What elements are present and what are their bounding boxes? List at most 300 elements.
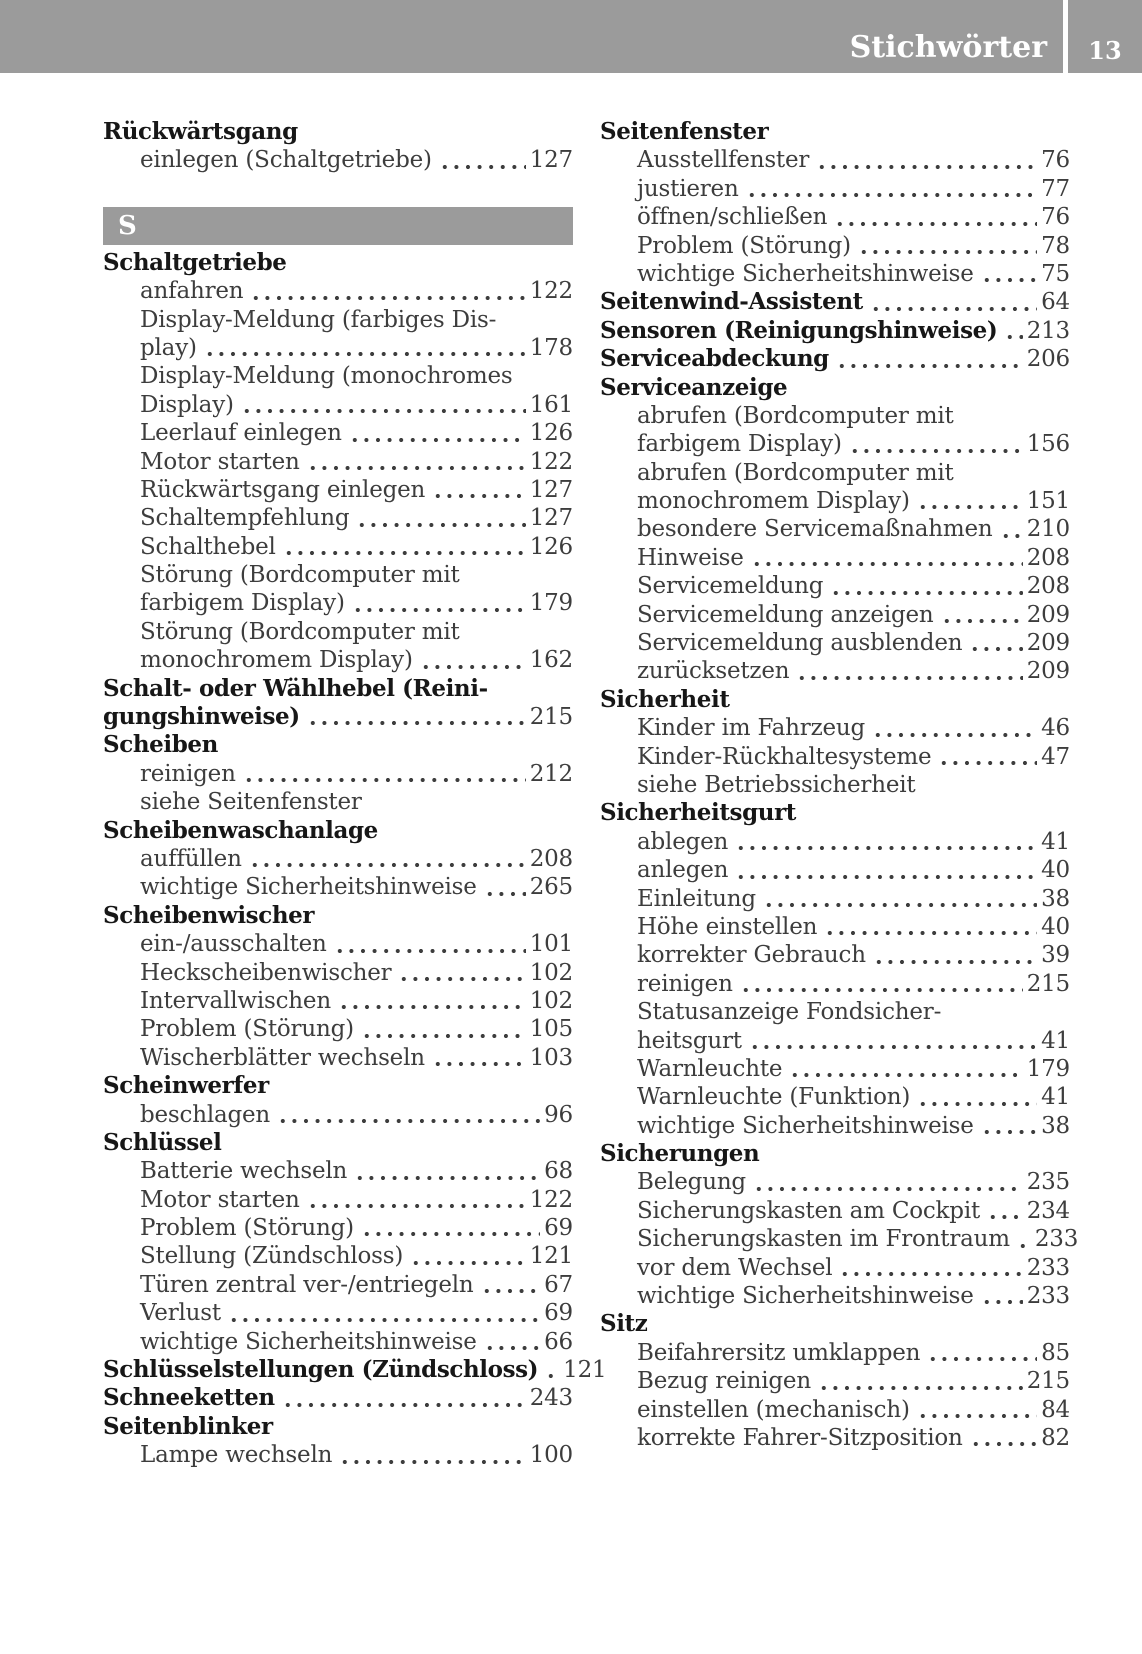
page-number-box	[1068, 0, 1142, 73]
dot-leader	[228, 1299, 540, 1327]
dot-leader	[307, 448, 526, 476]
entry-label: Schlüsselstellungen (Zündschloss)	[103, 1356, 539, 1384]
index-entry-line	[103, 987, 573, 1015]
page-ref: 161	[529, 391, 573, 418]
page-title: Stichwörter	[849, 30, 1047, 65]
entry-label: Rückwärtsgang einlegen	[140, 476, 426, 503]
entry-label: beschlagen	[140, 1101, 271, 1128]
index-heading-line	[103, 675, 573, 703]
dot-leader	[354, 1157, 540, 1185]
index-heading-line	[600, 686, 1070, 714]
page-ref: 126	[529, 533, 573, 560]
index-entry-line	[600, 629, 1070, 657]
index-heading-line	[600, 288, 1070, 316]
index-entry-line	[103, 561, 573, 589]
entry-label: wichtige Sicherheitshinweise	[637, 1112, 974, 1139]
page-ref: 84	[1041, 1396, 1070, 1423]
page-ref: 64	[1041, 289, 1070, 316]
header-bar	[0, 0, 1063, 73]
entry-label: Display-Meldung (farbiges Dis-	[140, 306, 497, 333]
page-ref: 38	[1041, 1112, 1070, 1139]
dot-leader	[740, 970, 1023, 998]
page-ref: 101	[529, 931, 573, 958]
entry-label: Ausstellfenster	[637, 147, 810, 174]
index-section-letter-bar: S	[103, 207, 573, 245]
dot-leader	[834, 203, 1037, 231]
entry-label: wichtige Sicherheitshinweise	[637, 1283, 974, 1310]
index-entry-line	[600, 856, 1070, 884]
dot-leader	[981, 1112, 1037, 1140]
dot-leader	[545, 1356, 559, 1384]
page-ref: 162	[529, 647, 573, 674]
dot-leader	[749, 1027, 1037, 1055]
dot-leader	[969, 629, 1022, 657]
page-ref: 179	[529, 590, 573, 617]
entry-label: Problem (Störung)	[140, 1215, 354, 1242]
page-ref: 39	[1041, 942, 1070, 969]
dot-leader	[249, 845, 526, 873]
index-entry-line	[600, 260, 1070, 288]
page-ref: 46	[1041, 715, 1070, 742]
index-entry-line	[600, 1424, 1070, 1452]
dot-leader	[484, 1328, 540, 1356]
dot-leader	[987, 1197, 1023, 1225]
page-ref: 234	[1026, 1197, 1070, 1224]
dot-leader	[753, 1168, 1023, 1196]
index-entry-line	[600, 1112, 1070, 1140]
entry-label: Display-Meldung (monochromes	[140, 363, 513, 390]
entry-label: ein-/ausschalten	[140, 931, 327, 958]
page-ref: 209	[1026, 658, 1070, 685]
dot-leader	[439, 146, 526, 174]
dot-leader	[735, 856, 1037, 884]
dot-leader	[481, 1271, 541, 1299]
dot-leader	[751, 544, 1023, 572]
index-entry-line	[103, 146, 573, 174]
index-heading-line	[103, 118, 573, 146]
entry-label: vor dem Wechsel	[637, 1254, 833, 1281]
index-heading-line	[103, 817, 573, 845]
page-ref: 40	[1041, 913, 1070, 940]
index-entry-line	[103, 277, 573, 305]
index-column-right	[600, 118, 1079, 1452]
entry-label: einlegen (Schaltgetriebe)	[140, 147, 432, 174]
entry-label: korrekte Fahrer-Sitzposition	[637, 1424, 963, 1451]
index-entry-line	[600, 601, 1070, 629]
page-ref: 76	[1041, 147, 1070, 174]
entry-label: Schalt- oder Wählhebel (Reini-	[103, 674, 488, 702]
entry-label: ablegen	[637, 828, 729, 855]
index-entry-line	[600, 771, 1070, 799]
index-heading-line	[103, 1413, 573, 1441]
dot-leader	[858, 232, 1037, 260]
dot-leader	[816, 146, 1037, 174]
page-ref: 121	[563, 1357, 607, 1384]
index-entry-line	[103, 618, 573, 646]
index-entry-line	[600, 1282, 1070, 1310]
entry-label: Servicemeldung ausblenden	[637, 630, 963, 657]
entry-label: Kinder-Rückhaltesysteme	[637, 743, 932, 770]
page-ref: 208	[1026, 544, 1070, 571]
entry-label: Türen zentral ver-/entriegeln	[140, 1271, 474, 1298]
index-entry-line	[600, 146, 1070, 174]
dot-leader	[981, 260, 1037, 288]
entry-label: farbigem Display)	[637, 431, 842, 458]
index-entry-line	[600, 828, 1070, 856]
page-ref: 76	[1041, 204, 1070, 231]
index-entry-line	[103, 334, 573, 362]
index-entry-line	[103, 419, 573, 447]
index-entry-line	[600, 714, 1070, 742]
entry-label: Scheinwerfer	[103, 1072, 269, 1100]
index-entry-line	[103, 1242, 573, 1270]
dot-leader	[927, 1339, 1037, 1367]
index-entry-line	[600, 743, 1070, 771]
page-ref: 66	[544, 1328, 573, 1355]
entry-label: besondere Servicemaßnahmen	[637, 516, 993, 543]
page-ref: 69	[544, 1300, 573, 1327]
index-entry-line	[600, 885, 1070, 913]
entry-label: Servicemeldung	[637, 573, 824, 600]
entry-label: Seitenwind-Assistent	[600, 288, 863, 316]
index-heading-line	[103, 249, 573, 277]
page-ref: 105	[529, 1016, 573, 1043]
index-entry-line	[103, 1271, 573, 1299]
index-entry-line	[103, 1044, 573, 1072]
page-ref: 40	[1041, 857, 1070, 884]
index-entry-line	[103, 1101, 573, 1129]
dot-leader	[830, 572, 1022, 600]
entry-label: zurücksetzen	[637, 658, 790, 685]
dot-leader	[1000, 515, 1023, 543]
index-entry-line	[103, 760, 573, 788]
dot-leader	[356, 504, 525, 532]
dot-leader	[283, 533, 526, 561]
page-ref: 209	[1026, 630, 1070, 657]
entry-label: Hinweise	[637, 544, 744, 571]
entry-label: Intervallwischen	[140, 987, 331, 1014]
dot-leader	[872, 714, 1037, 742]
entry-label: wichtige Sicherheitshinweise	[140, 874, 477, 901]
dot-leader	[917, 1396, 1037, 1424]
page-ref: 208	[1026, 573, 1070, 600]
entry-label: wichtige Sicherheitshinweise	[140, 1328, 477, 1355]
dot-leader	[361, 1214, 540, 1242]
index-entry-line	[600, 572, 1070, 600]
index-entry-line	[600, 657, 1070, 685]
dot-leader	[241, 391, 526, 419]
index-heading-line	[103, 902, 573, 930]
page-ref: 215	[1026, 1368, 1070, 1395]
dot-leader	[917, 487, 1023, 515]
entry-label: Serviceabdeckung	[600, 345, 829, 373]
entry-label: Beifahrersitz umklappen	[637, 1339, 921, 1366]
index-entry-line	[600, 1197, 1070, 1225]
index-entry-line	[103, 788, 573, 816]
entry-label: Schlüssel	[103, 1128, 222, 1156]
page-ref: 78	[1041, 232, 1070, 259]
dot-leader	[1004, 317, 1022, 345]
index-entry-line	[103, 533, 573, 561]
index-entry-line	[600, 1254, 1070, 1282]
index-entry-line	[103, 1214, 573, 1242]
page-ref: 127	[529, 476, 573, 503]
index-heading-line	[600, 345, 1070, 373]
entry-label: Heckscheibenwischer	[140, 959, 392, 986]
dot-leader	[484, 873, 526, 901]
dot-leader	[277, 1101, 540, 1129]
entry-label: reinigen	[140, 760, 236, 787]
entry-label: justieren	[637, 175, 739, 202]
entry-label: Scheiben	[103, 731, 218, 759]
index-entry-line	[103, 362, 573, 390]
index-entry-line	[103, 448, 573, 476]
dot-leader	[432, 1044, 526, 1072]
index-entry-line	[103, 1328, 573, 1356]
dot-leader	[735, 828, 1037, 856]
dot-leader	[789, 1055, 1022, 1083]
entry-label: Sicherungen	[600, 1140, 760, 1168]
page-ref: 38	[1041, 885, 1070, 912]
entry-label: siehe Betriebssicherheit	[637, 771, 916, 798]
index-heading-line	[600, 1140, 1070, 1168]
page-ref: 215	[529, 704, 573, 731]
index-entry-line	[103, 930, 573, 958]
page-ref: 41	[1041, 1027, 1070, 1054]
page-ref: 233	[1026, 1254, 1070, 1281]
index-entry-line	[600, 232, 1070, 260]
index-heading-line	[103, 731, 573, 759]
dot-leader	[250, 277, 525, 305]
entry-label: Verlust	[140, 1300, 221, 1327]
index-entry-line	[600, 515, 1070, 543]
index-heading-line	[600, 1310, 1070, 1338]
entry-label: Bezug reinigen	[637, 1368, 811, 1395]
index-entry-line	[103, 589, 573, 617]
index-entry-line	[103, 1157, 573, 1185]
entry-label: Belegung	[637, 1169, 746, 1196]
index-entry-line	[600, 544, 1070, 572]
index-heading-line	[103, 1356, 607, 1384]
dot-leader	[398, 959, 525, 987]
dot-leader	[981, 1282, 1023, 1310]
index-entry-line	[600, 1396, 1070, 1424]
page-ref: 41	[1041, 828, 1070, 855]
entry-label: Statusanzeige Fondsicher-	[637, 999, 942, 1026]
page-ref: 75	[1041, 260, 1070, 287]
dot-leader	[307, 703, 526, 731]
page-ref: 41	[1041, 1084, 1070, 1111]
page-ref: 96	[544, 1101, 573, 1128]
page-header	[0, 0, 1142, 73]
dot-leader	[917, 1083, 1037, 1111]
index-entry-line	[600, 998, 1070, 1026]
entry-label: Batterie wechseln	[140, 1158, 348, 1185]
entry-label: play)	[140, 334, 197, 361]
page-ref: 215	[1026, 970, 1070, 997]
dot-leader	[796, 657, 1022, 685]
index-heading-line	[600, 317, 1070, 345]
entry-label: Kinder im Fahrzeug	[637, 715, 866, 742]
page-ref: 212	[529, 760, 573, 787]
page-ref: 100	[529, 1442, 573, 1469]
page-ref: 265	[529, 874, 573, 901]
entry-label: Sensoren (Reinigungshinweise)	[600, 316, 998, 344]
entry-label: Seitenfenster	[600, 118, 769, 145]
dot-leader	[338, 987, 526, 1015]
index-entry-line	[103, 959, 573, 987]
dot-leader	[836, 345, 1023, 373]
page-ref: 151	[1026, 488, 1070, 515]
entry-label: Scheibenwischer	[103, 901, 315, 929]
entry-label: Leerlauf einlegen	[140, 420, 342, 447]
entry-label: reinigen	[637, 970, 733, 997]
entry-label: Display)	[140, 391, 234, 418]
index-heading-line	[600, 118, 1070, 146]
index-entry-line	[600, 1367, 1070, 1395]
page-ref: 210	[1026, 516, 1070, 543]
page-ref: 85	[1041, 1339, 1070, 1366]
entry-label: Schneeketten	[103, 1384, 275, 1412]
index-entry-line	[600, 487, 1070, 515]
entry-label: gungshinweise)	[103, 703, 300, 731]
index-heading-line	[103, 1384, 573, 1412]
entry-label: Sicherheitsgurt	[600, 799, 797, 827]
page-ref: 68	[544, 1158, 573, 1185]
page-ref: 47	[1041, 743, 1070, 770]
entry-label: Motor starten	[140, 448, 300, 475]
entry-label: Rückwärtsgang	[103, 118, 298, 145]
dot-leader	[839, 1254, 1022, 1282]
dot-leader	[282, 1384, 526, 1412]
index-column-left	[103, 118, 607, 1470]
page-ref: 82	[1041, 1424, 1070, 1451]
index-entry-line	[600, 1027, 1070, 1055]
entry-label: monochromem Display)	[637, 488, 910, 515]
entry-label: Schaltempfehlung	[140, 505, 350, 532]
dot-leader	[339, 1441, 525, 1469]
index-entry-line	[600, 402, 1070, 430]
page-ref: 209	[1026, 601, 1070, 628]
index-entry-line	[600, 1083, 1070, 1111]
dot-leader	[243, 760, 526, 788]
entry-label: abrufen (Bordcomputer mit	[637, 459, 954, 486]
page-ref: 127	[529, 147, 573, 174]
page-ref: 243	[529, 1385, 573, 1412]
page-ref: 67	[544, 1271, 573, 1298]
index-entry-line	[103, 1186, 573, 1214]
page-number: 13	[1088, 36, 1122, 65]
page-ref: 102	[529, 987, 573, 1014]
index-entry-line	[600, 175, 1070, 203]
entry-label: Scheibenwaschanlage	[103, 816, 378, 844]
index-entry-line	[600, 459, 1070, 487]
index-entry-line	[600, 1168, 1070, 1196]
index-heading-line	[103, 1129, 573, 1157]
entry-label: korrekter Gebrauch	[637, 942, 866, 969]
index-entry-line	[103, 1441, 573, 1469]
dot-leader	[938, 743, 1037, 771]
entry-label: anfahren	[140, 278, 244, 305]
dot-leader	[763, 885, 1037, 913]
index-entry-line	[103, 1015, 573, 1043]
dot-leader	[334, 930, 526, 958]
dot-leader	[1017, 1225, 1031, 1253]
dot-leader	[204, 334, 526, 362]
entry-label: heitsgurt	[637, 1027, 742, 1054]
dot-leader	[361, 1015, 526, 1043]
dot-leader	[746, 175, 1038, 203]
index-entry-line	[103, 873, 573, 901]
page-ref: 102	[529, 959, 573, 986]
index-entry-line	[103, 504, 573, 532]
page-ref: 69	[544, 1215, 573, 1242]
page-ref: 213	[1026, 317, 1070, 344]
dot-leader	[941, 601, 1023, 629]
entry-label: Sicherheit	[600, 685, 730, 713]
dot-leader	[818, 1367, 1023, 1395]
dot-leader	[432, 476, 526, 504]
dot-leader	[349, 419, 526, 447]
index-entry-line	[600, 430, 1070, 458]
entry-label: Sitz	[600, 1310, 648, 1338]
entry-label: Problem (Störung)	[140, 1016, 354, 1043]
index-entry-line	[600, 1225, 1079, 1253]
page-ref: 233	[1034, 1226, 1079, 1253]
index-heading-line	[103, 1072, 573, 1100]
index-entry-line	[600, 203, 1070, 231]
entry-label: Störung (Bordcomputer mit	[140, 562, 460, 589]
index-entry-line	[600, 970, 1070, 998]
entry-label: Servicemeldung anzeigen	[637, 601, 934, 628]
index-entry-line	[600, 1055, 1070, 1083]
dot-leader	[824, 913, 1037, 941]
entry-label: anlegen	[637, 857, 729, 884]
dot-leader	[307, 1186, 526, 1214]
entry-label: Störung (Bordcomputer mit	[140, 618, 460, 645]
page-ref: 122	[529, 1186, 573, 1213]
page-ref: 178	[529, 334, 573, 361]
entry-label: Stellung (Zündschloss)	[140, 1243, 404, 1270]
index-heading-line	[600, 799, 1070, 827]
entry-label: Schalthebel	[140, 533, 276, 560]
dot-leader	[420, 646, 526, 674]
entry-label: monochromem Display)	[140, 647, 413, 674]
page-ref: 122	[529, 448, 573, 475]
page-ref: 208	[529, 845, 573, 872]
dot-leader	[849, 430, 1023, 458]
index-entry-line	[103, 845, 573, 873]
entry-label: einstellen (mechanisch)	[637, 1396, 910, 1423]
dot-leader	[410, 1242, 526, 1270]
entry-label: Warnleuchte	[637, 1055, 783, 1082]
entry-label: Problem (Störung)	[637, 232, 851, 259]
index-entry-line	[103, 306, 573, 334]
index-entry-line	[103, 646, 573, 674]
index-heading-line	[600, 374, 1070, 402]
index-entry-line	[600, 1339, 1070, 1367]
index-entry-line	[103, 476, 573, 504]
entry-label: Schaltgetriebe	[103, 248, 287, 276]
page-ref: 103	[529, 1044, 573, 1071]
index-entry-line	[600, 913, 1070, 941]
page-ref: 121	[529, 1243, 573, 1270]
dot-leader	[870, 288, 1037, 316]
entry-label: wichtige Sicherheitshinweise	[637, 260, 974, 287]
page-ref: 179	[1026, 1055, 1070, 1082]
page-ref: 122	[529, 278, 573, 305]
page-ref: 233	[1026, 1283, 1070, 1310]
